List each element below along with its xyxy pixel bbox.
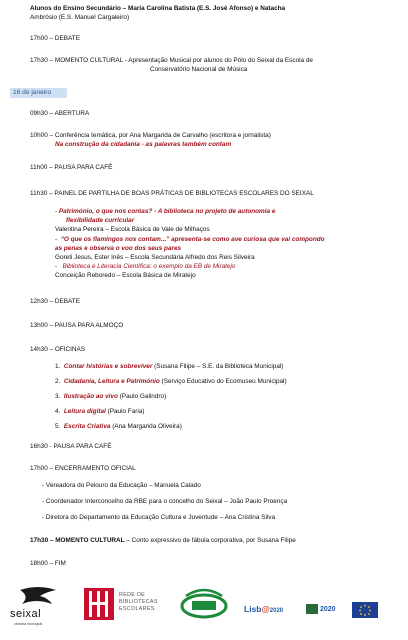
closing-speaker-1: - Vereadora do Pelouro da Educação – Manuela Calado — [42, 482, 201, 489]
panel-item-2-author: Goreti Jesus, Ester Inês – Escola Secundária Alfredo dos Reis Silveira — [55, 254, 255, 261]
panel-item-2-title-cont: as penas e observa o voo dos seus pares — [55, 245, 182, 252]
debate-1700: 17h00 – DEBATE — [30, 35, 80, 42]
rbe-mark-icon — [84, 588, 114, 620]
ceaf-emblem-icon — [180, 586, 228, 620]
oficinas-heading: 14h30 – OFICINAS — [30, 346, 86, 353]
rbe-wordmark: REDE DE BIBLIOTECAS ESCOLARES — [119, 592, 158, 612]
lisboa-2020-logo — [244, 604, 304, 620]
workshop-item-4: 4. Leitura digital (Paulo Faria) — [55, 408, 145, 415]
seixal-logo — [8, 586, 70, 636]
panel-item-3-title: - Biblioteca e Literacia Científica: o exemplo da EB de Miratejo — [55, 263, 236, 270]
cafe-1100: 11h00 – PAUSA PARA CAFÉ — [30, 164, 113, 171]
eu-flag-logo — [352, 602, 378, 618]
panel-item-3-author: Conceição Reboredo – Escola Básica de Miratejo — [55, 272, 196, 279]
workshop-item-3: 3. Ilustração ao vivo (Paulo Galindro) — [55, 393, 167, 400]
eu-flag-icon — [352, 602, 378, 618]
panel-item-1-title-cont: flexibilidade curricular — [66, 217, 135, 224]
workshop-item-1: 1. Contar histórias e sobreviver (Susana Filipe – S.E. da Biblioteca Municipal) — [55, 363, 284, 370]
seixal-emblem-icon — [18, 586, 58, 608]
closing-speaker-3: - Diretora do Departamento da Educação Cultura e Juventude – Ana Cristina Silva — [42, 514, 276, 521]
cafe-1630: 16h30 - PAUSA PARA CAFÉ — [30, 443, 112, 450]
portugal-2020-logo — [306, 600, 346, 620]
painel-heading: 11h30 – PAINEL DE PARTILHA DE BOAS PRÁTICAS DE BIBLIOTECAS ESCOLARES DO SEIXAL — [30, 190, 314, 197]
cultural-1730-closing: 17h30 – MOMENTO CULTURAL – Conto expressivo de fábula corporativa, por Susana Filipe — [30, 537, 296, 544]
intro-line-2: Ambrósio (E.S. Manuel Cargaleiro) — [30, 14, 130, 21]
rbe-logo — [84, 588, 184, 628]
ceaf-logo — [180, 586, 228, 620]
seixal-wordmark: seixal — [10, 608, 42, 620]
fim: 18h00 – FIM — [30, 560, 66, 567]
debate-1230: 12h30 – DEBATE — [30, 298, 80, 305]
date-heading: 16 de janeiro — [10, 88, 67, 98]
conference-line: 10h00 – Conferência temática, por Ana Margarida de Carvalho (escritora e jornalista) — [30, 132, 271, 139]
abertura: 09h30 – ABERTURA — [30, 110, 90, 117]
closing-speaker-2: - Coordenador Interconcelho da RBE para o concelho do Seixal – João Paulo Proença — [42, 498, 288, 505]
panel-item-1-author: Valentina Pereira – Escola Básica de Vale de Milhaços — [55, 226, 210, 233]
portugal-2020-wordmark: 2020 — [320, 606, 336, 613]
workshop-item-2: 2. Cidadania, Leitura e Património (Serviço Educativo do Ecomuseu Municipal) — [55, 378, 287, 385]
footer-logos — [0, 576, 408, 640]
almoco: 13h00 – PAUSA PARA ALMOÇO — [30, 322, 124, 329]
panel-item-2-title: - “O que os flamingos nos contam...” apresenta-se como ave curiosa que vai compondo — [55, 236, 325, 243]
intro-line-1: Alunos do Ensino Secundário – Maria Carolina Batista (E.S. José Afonso) e Natacha — [30, 5, 286, 12]
conference-title: Na construção da cidadania - as palavras também contam — [55, 141, 232, 148]
panel-item-1-title: - Património, o que nos contas? - A biblioteca no projeto de autonomia e — [55, 208, 276, 215]
lisboa-wordmark: Lisb@2020 — [244, 604, 284, 614]
cultural-1730-line-2: Conservatório Nacional de Música — [150, 66, 248, 73]
encerramento-heading: 17h00 – ENCERRAMENTO OFICIAL — [30, 465, 136, 472]
seixal-subtitle: câmara municipal — [14, 622, 43, 626]
cultural-1730-line-1: 17h30 – MOMENTO CULTURAL - Apresentação Musical por alunos do Pólo do Seixal da Escola de — [30, 57, 313, 64]
portugal-flag-icon — [306, 604, 318, 614]
workshop-item-5: 5. Escrita Criativa (Ana Margarida Oliveira) — [55, 423, 182, 430]
